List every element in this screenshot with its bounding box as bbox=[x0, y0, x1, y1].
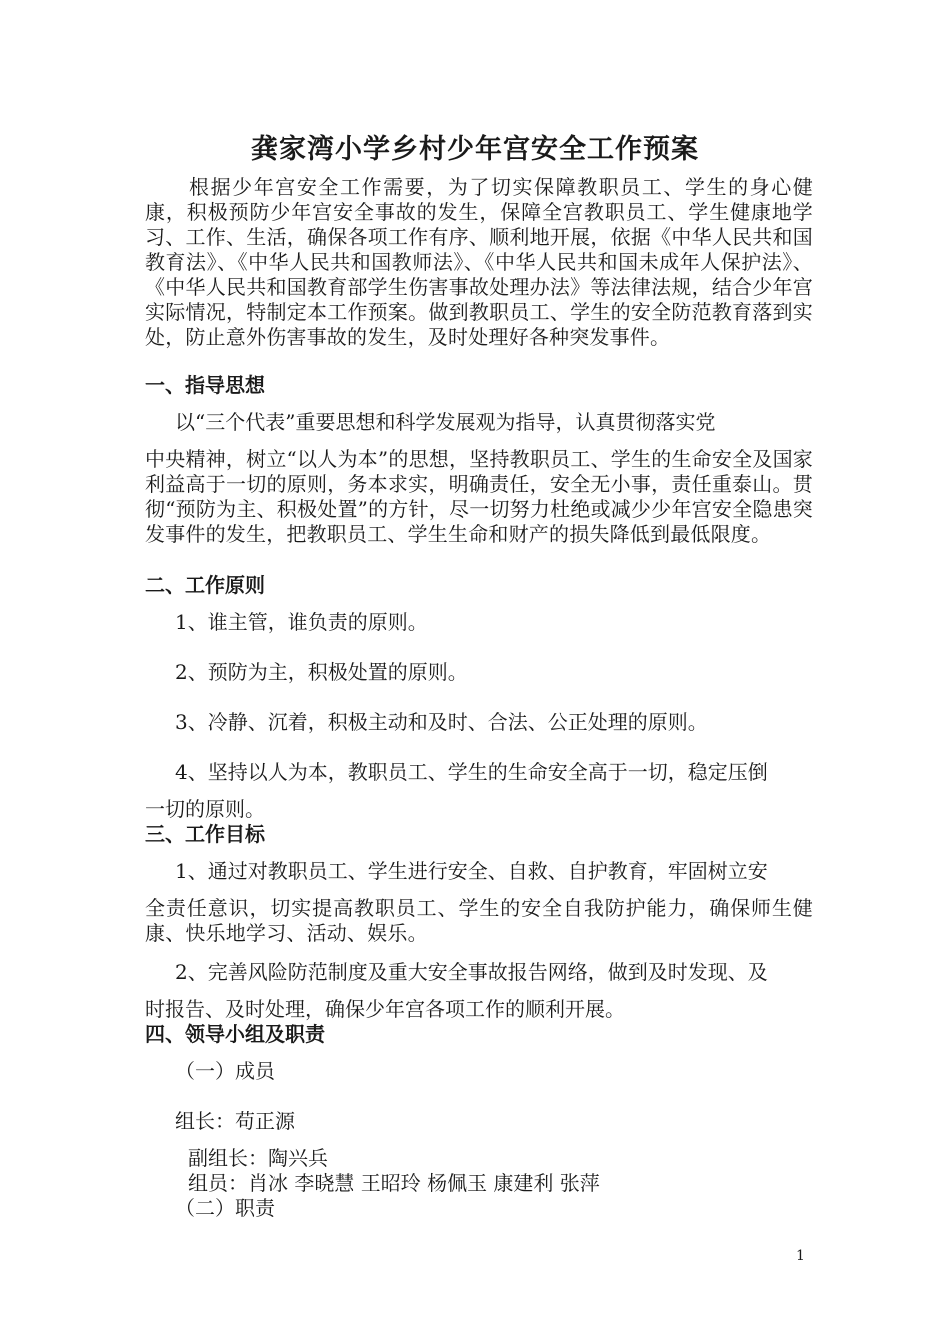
goal-item-2-line-2: 时报告、及时处理，确保少年宫各项工作的顺利开展。 bbox=[145, 997, 625, 1021]
guiding-ideology-first-line: 以“三个代表”重要思想和科学发展观为指导，认真贯彻落实党 bbox=[175, 410, 716, 434]
subsection-duties: （二）职责 bbox=[175, 1196, 275, 1220]
principle-item-1: 1、谁主管，谁负责的原则。 bbox=[175, 610, 428, 634]
page-number: 1 bbox=[796, 1248, 805, 1264]
group-leader: 组长：苟正源 bbox=[175, 1109, 295, 1133]
section-heading-guiding-ideology: 一、指导思想 bbox=[145, 373, 265, 397]
deputy-leader: 副组长：陶兴兵 bbox=[188, 1146, 328, 1170]
section-heading-leadership-group: 四、领导小组及职责 bbox=[145, 1022, 325, 1046]
group-members: 组员：肖冰 李晓慧 王昭玲 杨佩玉 康建利 张萍 bbox=[188, 1171, 600, 1195]
guiding-ideology-paragraph: 中央精神，树立“以人为本”的思想，坚持教职员工、学生的生命安全及国家利益高于一切的原则，务本求实，明确责任，安全无小事，责任重泰山。贯彻“预防为主、积极处置”的方针，尽一切努力杜绝或减少少年宫安全隐患突发事件的发生，把教职员工、学生生命和财产的损失降低到最低限度。 bbox=[145, 447, 813, 546]
principle-item-2: 2、预防为主，积极处置的原则。 bbox=[175, 660, 468, 684]
principle-item-4-line-2: 一切的原则。 bbox=[145, 797, 265, 821]
goal-item-1-line-1: 1、通过对教职员工、学生进行安全、自救、自护教育，牢固树立安 bbox=[175, 859, 768, 883]
document-title: 龚家湾小学乡村少年宫安全工作预案 bbox=[251, 134, 699, 165]
principle-item-4-line-1: 4、坚持以人为本，教职员工、学生的生命安全高于一切，稳定压倒 bbox=[175, 760, 768, 784]
goal-item-1-continuation: 全责任意识，切实提高教职员工、学生的安全自我防护能力，确保师生健康、快乐地学习、活动、娱乐。 bbox=[145, 896, 813, 945]
principle-item-3: 3、冷静、沉着，积极主动和及时、合法、公正处理的原则。 bbox=[175, 710, 708, 734]
section-heading-work-goals: 三、工作目标 bbox=[145, 822, 265, 846]
goal-item-2-line-1: 2、完善风险防范制度及重大安全事故报告网络，做到及时发现、及 bbox=[175, 960, 768, 984]
intro-paragraph: 根据少年宫安全工作需要，为了切实保障教职员工、学生的身心健康，积极预防少年宫安全事故的发生，保障全宫教职员工、学生健康地学习、工作、生活，确保各项工作有序、顺利地开展，依据《中华人民共和国教育法》、《中华人民共和国教师法》、《中华人民共和国未成年人保护法》、《中华人民共和国教育部学生伤害事故处理办法》等法律法规，结合少年宫实际情况，特制定本工作预案。做到教职员工、学生的安全防范教育落到实处，防止意外伤害事故的发生，及时处理好各种突发事件。 bbox=[145, 175, 813, 349]
section-heading-work-principles: 二、工作原则 bbox=[145, 573, 265, 597]
subsection-members: （一）成员 bbox=[175, 1059, 275, 1083]
